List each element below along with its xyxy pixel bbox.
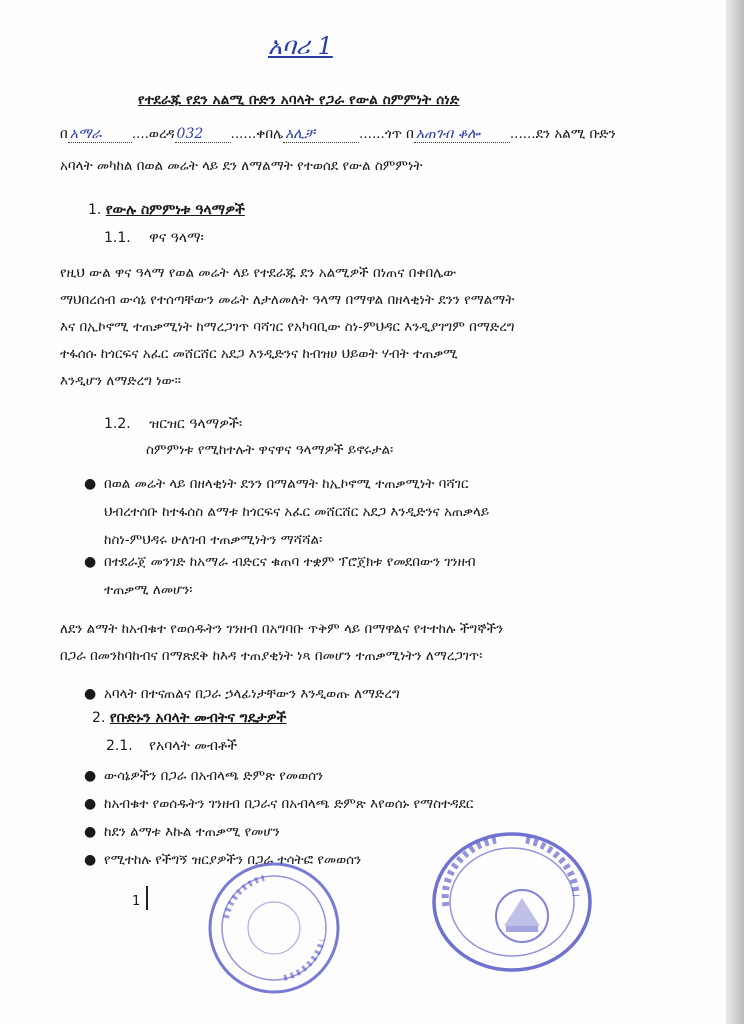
subsection-1-2-number: 1.2.	[104, 416, 131, 432]
subsection-2-1-number: 2.1.	[106, 738, 133, 754]
subsection-1-1-heading	[104, 230, 204, 246]
intro-fill-line: በ አማራ ....ወረዳ 032 ......ቀበሌ አሊቻ ......ጎጥ በ አጠገብ ቆሎ ......ደን አልሚ ቡድን	[60, 126, 616, 142]
bullet-line: አባላት በተናጠልና በጋራ ኃላፊነታቸውን እንዲወጡ ለማድረግ	[104, 686, 400, 702]
official-stamp-left	[204, 858, 344, 998]
section-1-number: 1.	[88, 202, 102, 218]
subsection-1-2-heading	[104, 416, 242, 432]
kebele-blank	[283, 126, 359, 143]
list-item	[84, 762, 664, 790]
bullet-line: ከአብቁተ የወሰዱትን ገንዘብ በጋራና በአብላጫ ድምጽ እየወሰኑ የማስተዳደር	[104, 796, 474, 812]
page-number: 1	[132, 894, 141, 909]
official-stamp-right	[426, 826, 596, 976]
subsection-1-1-title: ዋና ዓላማ፡	[149, 230, 204, 246]
subsection-1-2-intro: ስምምነቱ የሚከተሉት ዋናዋና ዓላማዎች ይኖሩታል፡	[146, 442, 394, 458]
woreda-blank	[175, 126, 231, 143]
page-number-bar	[146, 886, 148, 910]
list-item	[84, 680, 664, 708]
section-1-title: የውሉ ስምምነቱ ዓላማዎች	[105, 202, 245, 218]
bullet-icon: ●	[84, 554, 97, 570]
list-item	[84, 470, 664, 554]
paragraph-line: እና በኢኮኖሚ ተጠቃሚነት ከማረጋገጥ ባሻገር የአካባቢው ስነ-ምህዳር እንዲያገግም በማድረግ	[60, 319, 515, 335]
bullet-line: ውሳኔዎችን በጋራ በአብላጫ ድምጽ የመወሰን	[104, 768, 324, 784]
paragraph-line: የዚህ ውል ዋና ዓላማ የወል መሬት ላይ የተደራጁ ደን አልሚዎች በነጠና በቀበሌው	[60, 265, 457, 281]
bullet-line: ከደን ልማቱ እኩል ተጠቃሚ የመሆን	[104, 824, 280, 840]
main-objective-paragraph	[60, 260, 664, 395]
subsection-1-2-title: ዝርዝር ዓላማዎች፡	[149, 416, 243, 432]
bullet-line: ተጠቃሚ ለመሆን፡	[104, 582, 193, 598]
bullet-line: ህብረተሰቡ ከተፋሰስ ልማቱ ከጎርፍና አፈር መሸርሸር አደጋ እንዲድንና አጠቃላይ	[104, 504, 490, 520]
annex-number-handwritten: አባሪ 1	[268, 32, 333, 60]
intro-suffix: ደን አልሚ ቡድን	[535, 126, 616, 142]
got-label: ጎጥ በ	[384, 126, 414, 142]
region-handwritten: አማራ	[69, 126, 102, 142]
section-2-heading	[92, 710, 286, 726]
list-item	[84, 548, 664, 604]
bullet-icon: ●	[84, 686, 97, 702]
woreda-label: ወረዳ	[148, 126, 175, 142]
subsection-2-1-heading	[106, 738, 237, 754]
scanner-edge-shadow	[726, 0, 744, 1024]
document-title: የተደራጁ የደን አልሚ ቡድን አባላት የጋራ የውል ስምምነት ሰነድ	[138, 92, 460, 108]
bullet-icon: ●	[84, 476, 97, 492]
intro-prefix: በ	[60, 126, 68, 142]
bullet-line: ከስነ-ምህዳሩ ሁለገብ ተጠቃሚነትን ማሻሻል፡	[104, 532, 323, 548]
bullet-icon: ●	[84, 852, 97, 868]
woreda-handwritten: 032	[176, 126, 204, 142]
region-blank	[68, 126, 132, 143]
paragraph-line: እንዲሆን ለማድረግ ነው፡፡	[60, 373, 181, 389]
bullet-line: የሚተከሉ የችግኝ ዝርያዎችን በጋራ ተሳትፎ የመወሰን	[104, 852, 362, 868]
section-2-number: 2.	[92, 710, 106, 726]
subsection-2-1-title: የአባላት መብቶች	[149, 738, 238, 754]
section-2-title: የቡድኑን አባላት መብትና ግዴታዎች	[109, 710, 287, 726]
loan-paragraph	[60, 616, 664, 670]
paragraph-line: ተፋሰሱ ከጎርፍና አፈር መሸርሸር አደጋ እንዲድንና ከብዝሀ ህይወት ሃብት ተጠቃሚ	[60, 346, 458, 362]
paragraph-line: በጋራ በመንከባከብና በማጽደቅ ከእዳ ተጠያቂነት ነጻ በመሆን ተጠቃሚነትን ለማረጋገጥ፡	[60, 648, 483, 664]
got-blank	[414, 126, 510, 143]
bullet-icon: ●	[84, 796, 97, 812]
kebele-label: ቀበሌ	[256, 126, 284, 142]
paragraph-line: ማህበረሰብ ውሳኔ የተሰጣቸውን መሬት ለታለመለት ዓላማ በማዋል በዘላቂነት ደንን የማልማት	[60, 292, 515, 308]
bullet-line: በተደራጀ መንገድ ከአማራ ብድርና ቁጠባ ተቋም ፕሮጀክቱ የመደበውን ገንዘብ	[104, 554, 476, 570]
intro-line-2: አባላት መካከል በወል መሬት ላይ ደን ለማልማት የተወሰደ የውል ስምምነት	[60, 158, 423, 174]
list-item	[84, 790, 664, 818]
got-handwritten: አጠገብ ቆሎ	[415, 126, 480, 142]
paragraph-line: ለደን ልማት ከአብቁተ የወሰዱትን ገንዘብ በአግባቡ ጥቅም ላይ በማዋልና የተተከሉ ችግኞችን	[60, 621, 504, 637]
bullet-icon: ●	[84, 824, 97, 840]
section-1-heading	[88, 202, 245, 218]
subsection-1-1-number: 1.1.	[104, 230, 131, 246]
bullet-icon: ●	[84, 768, 97, 784]
kebele-handwritten: አሊቻ	[285, 126, 315, 142]
bullet-line: በወል መሬት ላይ በዘላቂነት ደንን በማልማት ከኢኮኖሚ ተጠቃሚነት ባሻገር	[104, 476, 469, 492]
